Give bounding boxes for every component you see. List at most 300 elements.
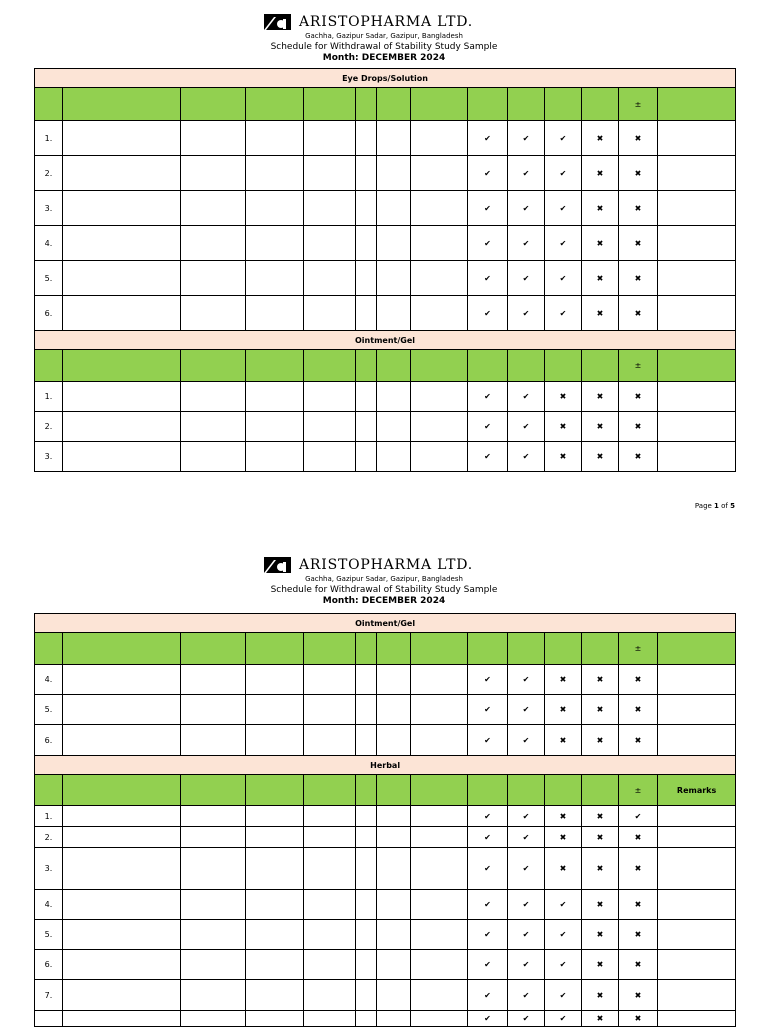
serial-number-cell: 3. <box>35 848 63 890</box>
check-mark-icon: ✔ <box>508 442 545 472</box>
column-header-cell: ± <box>619 350 658 382</box>
blank-cell[interactable] <box>304 848 356 890</box>
column-header-cell <box>181 88 246 121</box>
cross-mark-icon: ✖ <box>619 442 658 472</box>
section-title-row <box>35 756 736 775</box>
check-mark-icon: ✔ <box>545 980 582 1011</box>
cross-mark-icon: ✖ <box>545 665 582 695</box>
check-mark-icon: ✔ <box>545 890 582 920</box>
serial-number-cell: 1. <box>35 806 63 827</box>
blank-cell[interactable] <box>411 1011 468 1027</box>
remarks-cell[interactable] <box>658 156 736 191</box>
check-mark-icon: ✔ <box>468 412 508 442</box>
blank-cell[interactable] <box>356 920 377 950</box>
column-header-cell <box>246 350 304 382</box>
schedule-title: Schedule for Withdrawal of Stability Study Sample <box>270 42 498 52</box>
blank-cell[interactable] <box>304 191 356 226</box>
serial-number-cell: 5. <box>35 261 63 296</box>
blank-cell[interactable] <box>181 695 246 725</box>
column-header-cell <box>304 350 356 382</box>
blank-cell[interactable] <box>411 156 468 191</box>
blank-cell[interactable] <box>304 261 356 296</box>
table-row <box>35 980 736 1011</box>
blank-cell[interactable] <box>356 806 377 827</box>
blank-cell[interactable] <box>411 261 468 296</box>
section-title: Eye Drops/Solution <box>35 69 736 88</box>
serial-number-cell: 1. <box>35 121 63 156</box>
cross-mark-icon: ✖ <box>582 725 619 756</box>
blank-cell[interactable] <box>356 382 377 412</box>
check-mark-icon: ✔ <box>468 1011 508 1027</box>
blank-cell[interactable] <box>377 261 411 296</box>
blank-cell[interactable] <box>246 261 304 296</box>
remarks-cell[interactable] <box>658 848 736 890</box>
check-mark-icon: ✔ <box>508 1011 545 1027</box>
page-header <box>0 13 768 69</box>
blank-cell[interactable] <box>356 296 377 331</box>
blank-cell[interactable] <box>377 226 411 261</box>
blank-cell[interactable] <box>304 920 356 950</box>
blank-cell[interactable] <box>356 226 377 261</box>
blank-cell[interactable] <box>411 296 468 331</box>
serial-number-cell: 5. <box>35 920 63 950</box>
blank-cell[interactable] <box>411 806 468 827</box>
remarks-cell[interactable] <box>658 296 736 331</box>
section-title: Herbal <box>35 756 736 775</box>
blank-cell[interactable] <box>63 261 181 296</box>
blank-cell[interactable] <box>181 121 246 156</box>
check-mark-icon: ✔ <box>508 156 545 191</box>
blank-cell[interactable] <box>356 827 377 848</box>
remarks-cell[interactable] <box>658 806 736 827</box>
blank-cell[interactable] <box>304 695 356 725</box>
cross-mark-icon: ✖ <box>619 980 658 1011</box>
remarks-cell[interactable] <box>658 412 736 442</box>
check-mark-icon: ✔ <box>468 226 508 261</box>
blank-cell[interactable] <box>356 442 377 472</box>
remarks-cell[interactable] <box>658 226 736 261</box>
table-row <box>35 806 736 827</box>
blank-cell[interactable] <box>356 1011 377 1027</box>
remarks-cell[interactable] <box>658 261 736 296</box>
blank-cell[interactable] <box>246 191 304 226</box>
cross-mark-icon: ✖ <box>582 382 619 412</box>
cross-mark-icon: ✖ <box>582 920 619 950</box>
cross-mark-icon: ✖ <box>619 382 658 412</box>
cross-mark-icon: ✖ <box>545 412 582 442</box>
cross-mark-icon: ✖ <box>619 156 658 191</box>
column-header-cell <box>468 88 508 121</box>
section-title-row <box>35 331 736 350</box>
column-header-cell <box>582 633 619 665</box>
blank-cell[interactable] <box>411 980 468 1011</box>
cross-mark-icon: ✖ <box>582 121 619 156</box>
blank-cell[interactable] <box>304 725 356 756</box>
blank-cell[interactable] <box>181 725 246 756</box>
brand <box>264 13 473 31</box>
column-header-cell <box>304 775 356 806</box>
blank-cell[interactable] <box>304 121 356 156</box>
blank-cell[interactable] <box>63 848 181 890</box>
column-header-row <box>35 633 736 665</box>
table-row <box>35 261 736 296</box>
blank-cell[interactable] <box>411 191 468 226</box>
cross-mark-icon: ✖ <box>619 191 658 226</box>
cross-mark-icon: ✖ <box>545 442 582 472</box>
blank-cell[interactable] <box>181 890 246 920</box>
column-header-cell <box>508 350 545 382</box>
cross-mark-icon: ✖ <box>582 296 619 331</box>
blank-cell[interactable] <box>377 191 411 226</box>
brand <box>264 556 473 574</box>
blank-cell[interactable] <box>377 156 411 191</box>
remarks-cell[interactable] <box>658 382 736 412</box>
blank-cell[interactable] <box>246 827 304 848</box>
check-mark-icon: ✔ <box>508 920 545 950</box>
serial-number-cell: 3. <box>35 191 63 226</box>
column-header-cell <box>377 350 411 382</box>
blank-cell[interactable] <box>63 1011 181 1027</box>
blank-cell[interactable] <box>181 980 246 1011</box>
blank-cell[interactable] <box>377 1011 411 1027</box>
blank-cell[interactable] <box>377 695 411 725</box>
serial-number-cell: 2. <box>35 827 63 848</box>
blank-cell[interactable] <box>63 121 181 156</box>
blank-cell[interactable] <box>411 920 468 950</box>
cross-mark-icon: ✖ <box>582 890 619 920</box>
cross-mark-icon: ✖ <box>582 665 619 695</box>
remarks-cell[interactable] <box>658 695 736 725</box>
blank-cell[interactable] <box>377 296 411 331</box>
blank-cell[interactable] <box>246 226 304 261</box>
blank-cell[interactable] <box>246 695 304 725</box>
company-name: ARISTOPHARMA LTD. <box>299 557 474 573</box>
cross-mark-icon: ✖ <box>545 725 582 756</box>
remarks-cell[interactable] <box>658 920 736 950</box>
check-mark-icon: ✔ <box>508 261 545 296</box>
blank-cell[interactable] <box>304 296 356 331</box>
blank-cell[interactable] <box>356 412 377 442</box>
blank-cell[interactable] <box>63 920 181 950</box>
check-mark-icon: ✔ <box>468 442 508 472</box>
serial-number-cell: 2. <box>35 412 63 442</box>
check-mark-icon: ✔ <box>468 890 508 920</box>
blank-cell[interactable] <box>411 412 468 442</box>
column-header-cell <box>356 633 377 665</box>
serial-number-cell: 6. <box>35 725 63 756</box>
check-mark-icon: ✔ <box>545 296 582 331</box>
cross-mark-icon: ✖ <box>582 412 619 442</box>
remarks-cell[interactable] <box>658 1011 736 1027</box>
company-address: Gachha, Gazipur Sadar, Gazipur, Bangladesh <box>305 575 463 583</box>
cross-mark-icon: ✖ <box>582 191 619 226</box>
blank-cell[interactable] <box>304 226 356 261</box>
remarks-cell[interactable] <box>658 442 736 472</box>
blank-cell[interactable] <box>304 980 356 1011</box>
column-header-cell <box>356 775 377 806</box>
blank-cell[interactable] <box>63 806 181 827</box>
column-header-cell <box>63 88 181 121</box>
check-mark-icon: ✔ <box>468 156 508 191</box>
blank-cell[interactable] <box>63 442 181 472</box>
page-number: Page 1 of 5 <box>694 502 735 510</box>
column-header-cell <box>582 88 619 121</box>
blank-cell[interactable] <box>304 156 356 191</box>
blank-cell[interactable] <box>181 261 246 296</box>
check-mark-icon: ✔ <box>468 725 508 756</box>
schedule-table-p1 <box>34 68 736 472</box>
blank-cell[interactable] <box>246 121 304 156</box>
blank-cell[interactable] <box>356 261 377 296</box>
check-mark-icon: ✔ <box>468 806 508 827</box>
blank-cell[interactable] <box>304 442 356 472</box>
check-mark-icon: ✔ <box>545 121 582 156</box>
blank-cell[interactable] <box>246 296 304 331</box>
blank-cell[interactable] <box>377 890 411 920</box>
blank-cell[interactable] <box>304 827 356 848</box>
serial-number-cell: 4. <box>35 226 63 261</box>
column-header-cell <box>545 775 582 806</box>
blank-cell[interactable] <box>304 950 356 980</box>
column-header-cell <box>582 350 619 382</box>
blank-cell[interactable] <box>411 848 468 890</box>
remarks-cell[interactable] <box>658 665 736 695</box>
column-header-cell <box>658 350 736 382</box>
blank-cell[interactable] <box>411 827 468 848</box>
blank-cell[interactable] <box>377 725 411 756</box>
column-header-cell <box>181 350 246 382</box>
remarks-cell[interactable] <box>658 950 736 980</box>
blank-cell[interactable] <box>356 725 377 756</box>
cross-mark-icon: ✖ <box>619 695 658 725</box>
remarks-cell[interactable] <box>658 890 736 920</box>
table-row <box>35 848 736 890</box>
table-row <box>35 191 736 226</box>
column-header-cell <box>246 775 304 806</box>
cross-mark-icon: ✖ <box>619 226 658 261</box>
blank-cell[interactable] <box>63 890 181 920</box>
cross-mark-icon: ✖ <box>619 827 658 848</box>
check-mark-icon: ✔ <box>508 226 545 261</box>
table-row <box>35 665 736 695</box>
blank-cell[interactable] <box>181 827 246 848</box>
check-mark-icon: ✔ <box>545 226 582 261</box>
column-header-row <box>35 88 736 121</box>
blank-cell[interactable] <box>246 412 304 442</box>
cross-mark-icon: ✖ <box>582 827 619 848</box>
cross-mark-icon: ✖ <box>582 806 619 827</box>
blank-cell[interactable] <box>411 725 468 756</box>
blank-cell[interactable] <box>63 191 181 226</box>
cross-mark-icon: ✖ <box>619 848 658 890</box>
blank-cell[interactable] <box>246 848 304 890</box>
blank-cell[interactable] <box>411 890 468 920</box>
blank-cell[interactable] <box>181 665 246 695</box>
blank-cell[interactable] <box>63 296 181 331</box>
column-header-cell <box>63 775 181 806</box>
blank-cell[interactable] <box>63 725 181 756</box>
column-header-cell <box>304 633 356 665</box>
blank-cell[interactable] <box>246 890 304 920</box>
month-label: Month: DECEMBER 2024 <box>322 53 446 63</box>
check-mark-icon: ✔ <box>545 191 582 226</box>
column-header-cell: ± <box>619 88 658 121</box>
cross-mark-icon: ✖ <box>619 1011 658 1027</box>
blank-cell[interactable] <box>181 442 246 472</box>
company-address: Gachha, Gazipur Sadar, Gazipur, Bangladesh <box>305 32 463 40</box>
blank-cell[interactable] <box>356 950 377 980</box>
column-header-cell <box>468 633 508 665</box>
blank-cell[interactable] <box>411 442 468 472</box>
check-mark-icon: ✔ <box>545 261 582 296</box>
cross-mark-icon: ✖ <box>619 121 658 156</box>
table-row <box>35 950 736 980</box>
blank-cell[interactable] <box>411 226 468 261</box>
column-header-cell <box>411 633 468 665</box>
blank-cell[interactable] <box>377 827 411 848</box>
blank-cell[interactable] <box>181 296 246 331</box>
blank-cell[interactable] <box>377 848 411 890</box>
blank-cell[interactable] <box>411 382 468 412</box>
blank-cell[interactable] <box>377 980 411 1011</box>
blank-cell[interactable] <box>304 1011 356 1027</box>
blank-cell[interactable] <box>377 806 411 827</box>
blank-cell[interactable] <box>304 806 356 827</box>
cross-mark-icon: ✖ <box>545 695 582 725</box>
blank-cell[interactable] <box>377 920 411 950</box>
serial-number-cell: 5. <box>35 695 63 725</box>
blank-cell[interactable] <box>411 121 468 156</box>
blank-cell[interactable] <box>181 848 246 890</box>
blank-cell[interactable] <box>181 191 246 226</box>
serial-number-cell: 6. <box>35 950 63 980</box>
blank-cell[interactable] <box>356 121 377 156</box>
blank-cell[interactable] <box>181 920 246 950</box>
remarks-cell[interactable] <box>658 725 736 756</box>
blank-cell[interactable] <box>304 665 356 695</box>
blank-cell[interactable] <box>304 890 356 920</box>
blank-cell[interactable] <box>377 950 411 980</box>
column-header-cell <box>468 350 508 382</box>
blank-cell[interactable] <box>246 1011 304 1027</box>
blank-cell[interactable] <box>246 156 304 191</box>
check-mark-icon: ✔ <box>545 1011 582 1027</box>
blank-cell[interactable] <box>63 156 181 191</box>
check-mark-icon: ✔ <box>468 920 508 950</box>
blank-cell[interactable] <box>181 226 246 261</box>
remarks-cell[interactable] <box>658 980 736 1011</box>
blank-cell[interactable] <box>377 412 411 442</box>
blank-cell[interactable] <box>377 442 411 472</box>
blank-cell[interactable] <box>63 695 181 725</box>
blank-cell[interactable] <box>246 806 304 827</box>
blank-cell[interactable] <box>356 980 377 1011</box>
cross-mark-icon: ✖ <box>582 261 619 296</box>
table-row <box>35 442 736 472</box>
blank-cell[interactable] <box>377 665 411 695</box>
table-row <box>35 725 736 756</box>
blank-cell[interactable] <box>63 665 181 695</box>
check-mark-icon: ✔ <box>545 156 582 191</box>
column-header-cell <box>63 350 181 382</box>
blank-cell[interactable] <box>304 382 356 412</box>
remarks-cell[interactable] <box>658 191 736 226</box>
blank-cell[interactable] <box>356 665 377 695</box>
table-row <box>35 382 736 412</box>
column-header-cell <box>411 88 468 121</box>
page-header <box>0 556 768 612</box>
check-mark-icon: ✔ <box>468 950 508 980</box>
blank-cell[interactable] <box>356 695 377 725</box>
blank-cell[interactable] <box>246 665 304 695</box>
cross-mark-icon: ✖ <box>545 827 582 848</box>
check-mark-icon: ✔ <box>468 261 508 296</box>
company-logo-icon <box>264 14 291 30</box>
blank-cell[interactable] <box>181 806 246 827</box>
blank-cell[interactable] <box>411 950 468 980</box>
blank-cell[interactable] <box>63 827 181 848</box>
column-header-cell <box>545 633 582 665</box>
check-mark-icon: ✔ <box>508 827 545 848</box>
check-mark-icon: ✔ <box>508 950 545 980</box>
blank-cell[interactable] <box>63 412 181 442</box>
check-mark-icon: ✔ <box>508 848 545 890</box>
check-mark-icon: ✔ <box>508 695 545 725</box>
blank-cell[interactable] <box>246 980 304 1011</box>
blank-cell[interactable] <box>411 665 468 695</box>
cross-mark-icon: ✖ <box>619 950 658 980</box>
blank-cell[interactable] <box>356 191 377 226</box>
cross-mark-icon: ✖ <box>582 1011 619 1027</box>
blank-cell[interactable] <box>246 382 304 412</box>
blank-cell[interactable] <box>356 156 377 191</box>
serial-number-cell: 4. <box>35 665 63 695</box>
blank-cell[interactable] <box>246 725 304 756</box>
check-mark-icon: ✔ <box>508 121 545 156</box>
blank-cell[interactable] <box>246 920 304 950</box>
column-header-cell <box>304 88 356 121</box>
blank-cell[interactable] <box>246 442 304 472</box>
blank-cell[interactable] <box>181 382 246 412</box>
column-header-cell <box>356 88 377 121</box>
blank-cell[interactable] <box>377 382 411 412</box>
column-header-cell <box>377 775 411 806</box>
cross-mark-icon: ✖ <box>619 296 658 331</box>
blank-cell[interactable] <box>63 382 181 412</box>
blank-cell[interactable] <box>356 848 377 890</box>
remarks-cell[interactable] <box>658 121 736 156</box>
serial-number-cell: 1. <box>35 382 63 412</box>
check-mark-icon: ✔ <box>468 665 508 695</box>
blank-cell[interactable] <box>246 950 304 980</box>
blank-cell[interactable] <box>63 226 181 261</box>
blank-cell[interactable] <box>304 412 356 442</box>
column-header-cell <box>508 775 545 806</box>
blank-cell[interactable] <box>63 980 181 1011</box>
blank-cell[interactable] <box>181 156 246 191</box>
blank-cell[interactable] <box>356 890 377 920</box>
blank-cell[interactable] <box>63 950 181 980</box>
blank-cell[interactable] <box>181 1011 246 1027</box>
blank-cell[interactable] <box>411 695 468 725</box>
column-header-cell <box>35 350 63 382</box>
column-header-cell <box>35 88 63 121</box>
blank-cell[interactable] <box>181 412 246 442</box>
blank-cell[interactable] <box>181 950 246 980</box>
remarks-cell[interactable] <box>658 827 736 848</box>
column-header-cell: ± <box>619 775 658 806</box>
blank-cell[interactable] <box>377 121 411 156</box>
